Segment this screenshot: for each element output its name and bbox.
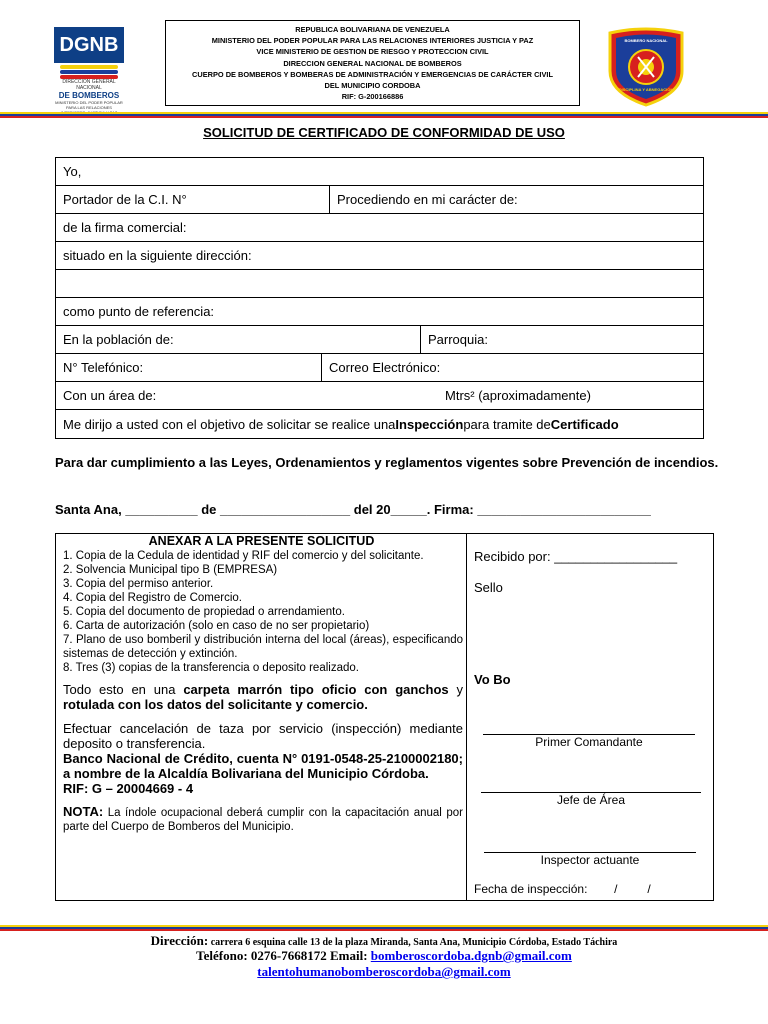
referencia-label: como punto de referencia: bbox=[63, 304, 215, 319]
header-institution-box bbox=[165, 20, 580, 106]
fecha-inspeccion[interactable]: Fecha de inspección: / / bbox=[474, 882, 651, 896]
telefono-label: N° Telefónico: bbox=[63, 360, 144, 375]
area-label: Con un área de: bbox=[63, 388, 157, 403]
yo-label: Yo, bbox=[63, 164, 82, 179]
header-line: RIF: G-200166886 bbox=[341, 92, 404, 102]
dgnb-logo-ministry: MINISTERIO DEL PODER POPULAR PARA LAS RELACIONES bbox=[55, 100, 123, 110]
annex-requirements bbox=[56, 534, 467, 900]
header-line: MINISTERIO DEL PODER POPULAR PARA LAS RELACIONES INTERIORES JUSTICIA Y PAZ bbox=[211, 36, 534, 46]
list-item: 7. Plano de uso bomberil y distribución interna del local (áreas), especificando sistemas de detección y extinción. bbox=[63, 634, 463, 660]
footer-email-link[interactable]: bomberoscordoba.dgnb@gmail.com bbox=[370, 948, 572, 963]
referencia-field[interactable] bbox=[56, 298, 703, 326]
dgnb-logo-stripes bbox=[54, 65, 124, 79]
flag-band-bottom bbox=[0, 925, 768, 931]
compliance-text: Para dar cumplimiento a las Leyes, Ordenamientos y reglamentos vigentes sobre Prevención de incendios. bbox=[55, 455, 719, 470]
poblacion-label: En la población de: bbox=[63, 332, 174, 347]
dgnb-logo-name: DE BOMBEROS bbox=[58, 91, 120, 100]
dgnb-logo bbox=[54, 27, 124, 110]
correo-label: Correo Electrónico: bbox=[329, 360, 441, 375]
rif-text: RIF: G – 20004669 - 4 bbox=[63, 781, 194, 796]
sello-label: Sello bbox=[474, 580, 503, 595]
nota-text bbox=[63, 805, 463, 834]
form-row bbox=[56, 186, 703, 214]
annex-title: ANEXAR A LA PRESENTE SOLICITUD bbox=[148, 534, 375, 548]
badge-top-text: BOMBERO NACIONAL bbox=[624, 38, 668, 43]
firma-field[interactable] bbox=[56, 214, 703, 242]
caracter-field[interactable] bbox=[330, 186, 703, 213]
footer-email-link-2[interactable]: talentohumanobomberoscordoba@gmail.com bbox=[257, 964, 511, 979]
cancel-text: Efectuar cancelación de taza por servicio (inspección) mediante deposito o transferencia. bbox=[63, 721, 463, 751]
parroquia-field[interactable] bbox=[421, 326, 703, 353]
telefono-field[interactable] bbox=[56, 354, 322, 381]
carpeta-mid: y bbox=[448, 682, 464, 697]
footer-dir: carrera 6 esquina calle 13 de la plaza Miranda, Santa Ana, Municipio Córdoba, Estado Táchira bbox=[208, 937, 618, 948]
firefighter-badge-icon bbox=[604, 27, 688, 107]
footer-contact bbox=[0, 948, 768, 964]
ci-label: Portador de la C.I. N° bbox=[63, 192, 187, 207]
vobo-label: Vo Bo bbox=[474, 672, 511, 687]
footer-dir-label: Dirección: bbox=[150, 933, 209, 948]
parroquia-label: Parroquia: bbox=[428, 332, 488, 347]
annex-box bbox=[55, 533, 714, 901]
objetivo-pre: Me dirijo a usted con el objetivo de solicitar se realice una bbox=[63, 416, 396, 432]
list-item: 4. Copia del Registro de Comercio. bbox=[63, 592, 242, 604]
dgnb-logo-text: DGNB bbox=[54, 27, 124, 63]
list-item: 6. Carta de autorización (solo en caso de no ser propietario) bbox=[63, 620, 370, 632]
direccion-label: situado en la siguiente dirección: bbox=[63, 248, 252, 263]
poblacion-field[interactable] bbox=[56, 326, 421, 353]
ci-field[interactable] bbox=[56, 186, 330, 213]
correo-field[interactable] bbox=[322, 354, 703, 381]
mtrs-label: Mtrs² (aproximadamente) bbox=[445, 388, 591, 403]
recibido-label: Recibido por: _________________ bbox=[474, 549, 678, 564]
jefe-caption: Jefe de Área bbox=[556, 793, 626, 807]
area-field[interactable] bbox=[56, 382, 703, 410]
objetivo-certificado: Certificado bbox=[550, 416, 619, 432]
header-line: VICE MINISTERIO DE GESTION DE RIESGO Y PROTECCION CIVIL bbox=[256, 47, 489, 57]
dgnb-logo-subtitle: DIRECCIÓN GENERAL NACIONAL bbox=[62, 79, 116, 91]
signature-line: Santa Ana, __________ de __________________ del 20_____. Firma: ________________________ bbox=[55, 502, 651, 517]
nota-label: NOTA: bbox=[63, 804, 104, 819]
annex-list bbox=[63, 549, 463, 834]
list-item: 1. Copia de la Cedula de identidad y RIF del comercio y del solicitante. bbox=[63, 550, 424, 562]
badge-bottom-text: DISCIPLINA Y ABNEGACIÓN bbox=[618, 87, 674, 92]
footer-phone: Teléfono: 0276-7668172 Email: bbox=[196, 948, 371, 963]
footer-address bbox=[0, 933, 768, 949]
bank-text: Banco Nacional de Crédito, cuenta N° 0191-0548-25-2100002180; a nombre de la Alcaldía Bolivariana del Municipio Córdoba. bbox=[63, 751, 463, 781]
inspector-caption: Inspector actuante bbox=[540, 853, 640, 867]
direccion-extra-field[interactable] bbox=[56, 270, 703, 298]
list-item: 5. Copia del documento de propiedad o arrendamiento. bbox=[63, 606, 345, 618]
direccion-field[interactable] bbox=[56, 242, 703, 270]
firma-label: de la firma comercial: bbox=[63, 220, 187, 235]
carpeta-pre: Todo esto en una bbox=[63, 682, 184, 697]
form-row bbox=[56, 326, 703, 354]
carpeta-bold2: rotulada con los datos del solicitante y comercio. bbox=[63, 697, 368, 712]
list-item: 3. Copia del permiso anterior. bbox=[63, 578, 214, 590]
footer-contact-2 bbox=[0, 964, 768, 980]
applicant-form bbox=[55, 157, 704, 439]
page-title: SOLICITUD DE CERTIFICADO DE CONFORMIDAD DE USO bbox=[203, 125, 565, 140]
objetivo-mid: para tramite de bbox=[463, 416, 551, 432]
carpeta-bold: carpeta marrón tipo oficio con ganchos bbox=[183, 682, 449, 697]
list-item: 2. Solvencia Municipal tipo B (EMPRESA) bbox=[63, 564, 278, 576]
caracter-label: Procediendo en mi carácter de: bbox=[337, 192, 518, 207]
flag-band-top bbox=[0, 112, 768, 118]
primer-caption: Primer Comandante bbox=[535, 735, 643, 749]
list-item: 8. Tres (3) copias de la transferencia o deposito realizado. bbox=[63, 662, 359, 674]
form-row[interactable] bbox=[56, 158, 703, 186]
header-line: REPUBLICA BOLIVARIANA DE VENEZUELA bbox=[295, 25, 450, 34]
header-line: DIRECCION GENERAL NACIONAL DE BOMBEROS bbox=[283, 58, 462, 68]
carpeta-text bbox=[63, 682, 463, 712]
objetivo-inspeccion: Inspección bbox=[395, 416, 464, 432]
objetivo-text bbox=[56, 410, 619, 438]
objetivo-row bbox=[56, 410, 703, 438]
header-line: CUERPO DE BOMBEROS Y BOMBERAS DE ADMINISTRACIÓN Y EMERGENCIAS DE CARÁCTER CIVIL bbox=[192, 69, 553, 79]
header-line: DEL MUNICIPIO CORDOBA bbox=[324, 81, 421, 91]
form-row bbox=[56, 354, 703, 382]
nota-body: La índole ocupacional deberá cumplir con la capacitación anual por parte del Cuerpo de Bomberos del Municipio. bbox=[63, 807, 463, 833]
